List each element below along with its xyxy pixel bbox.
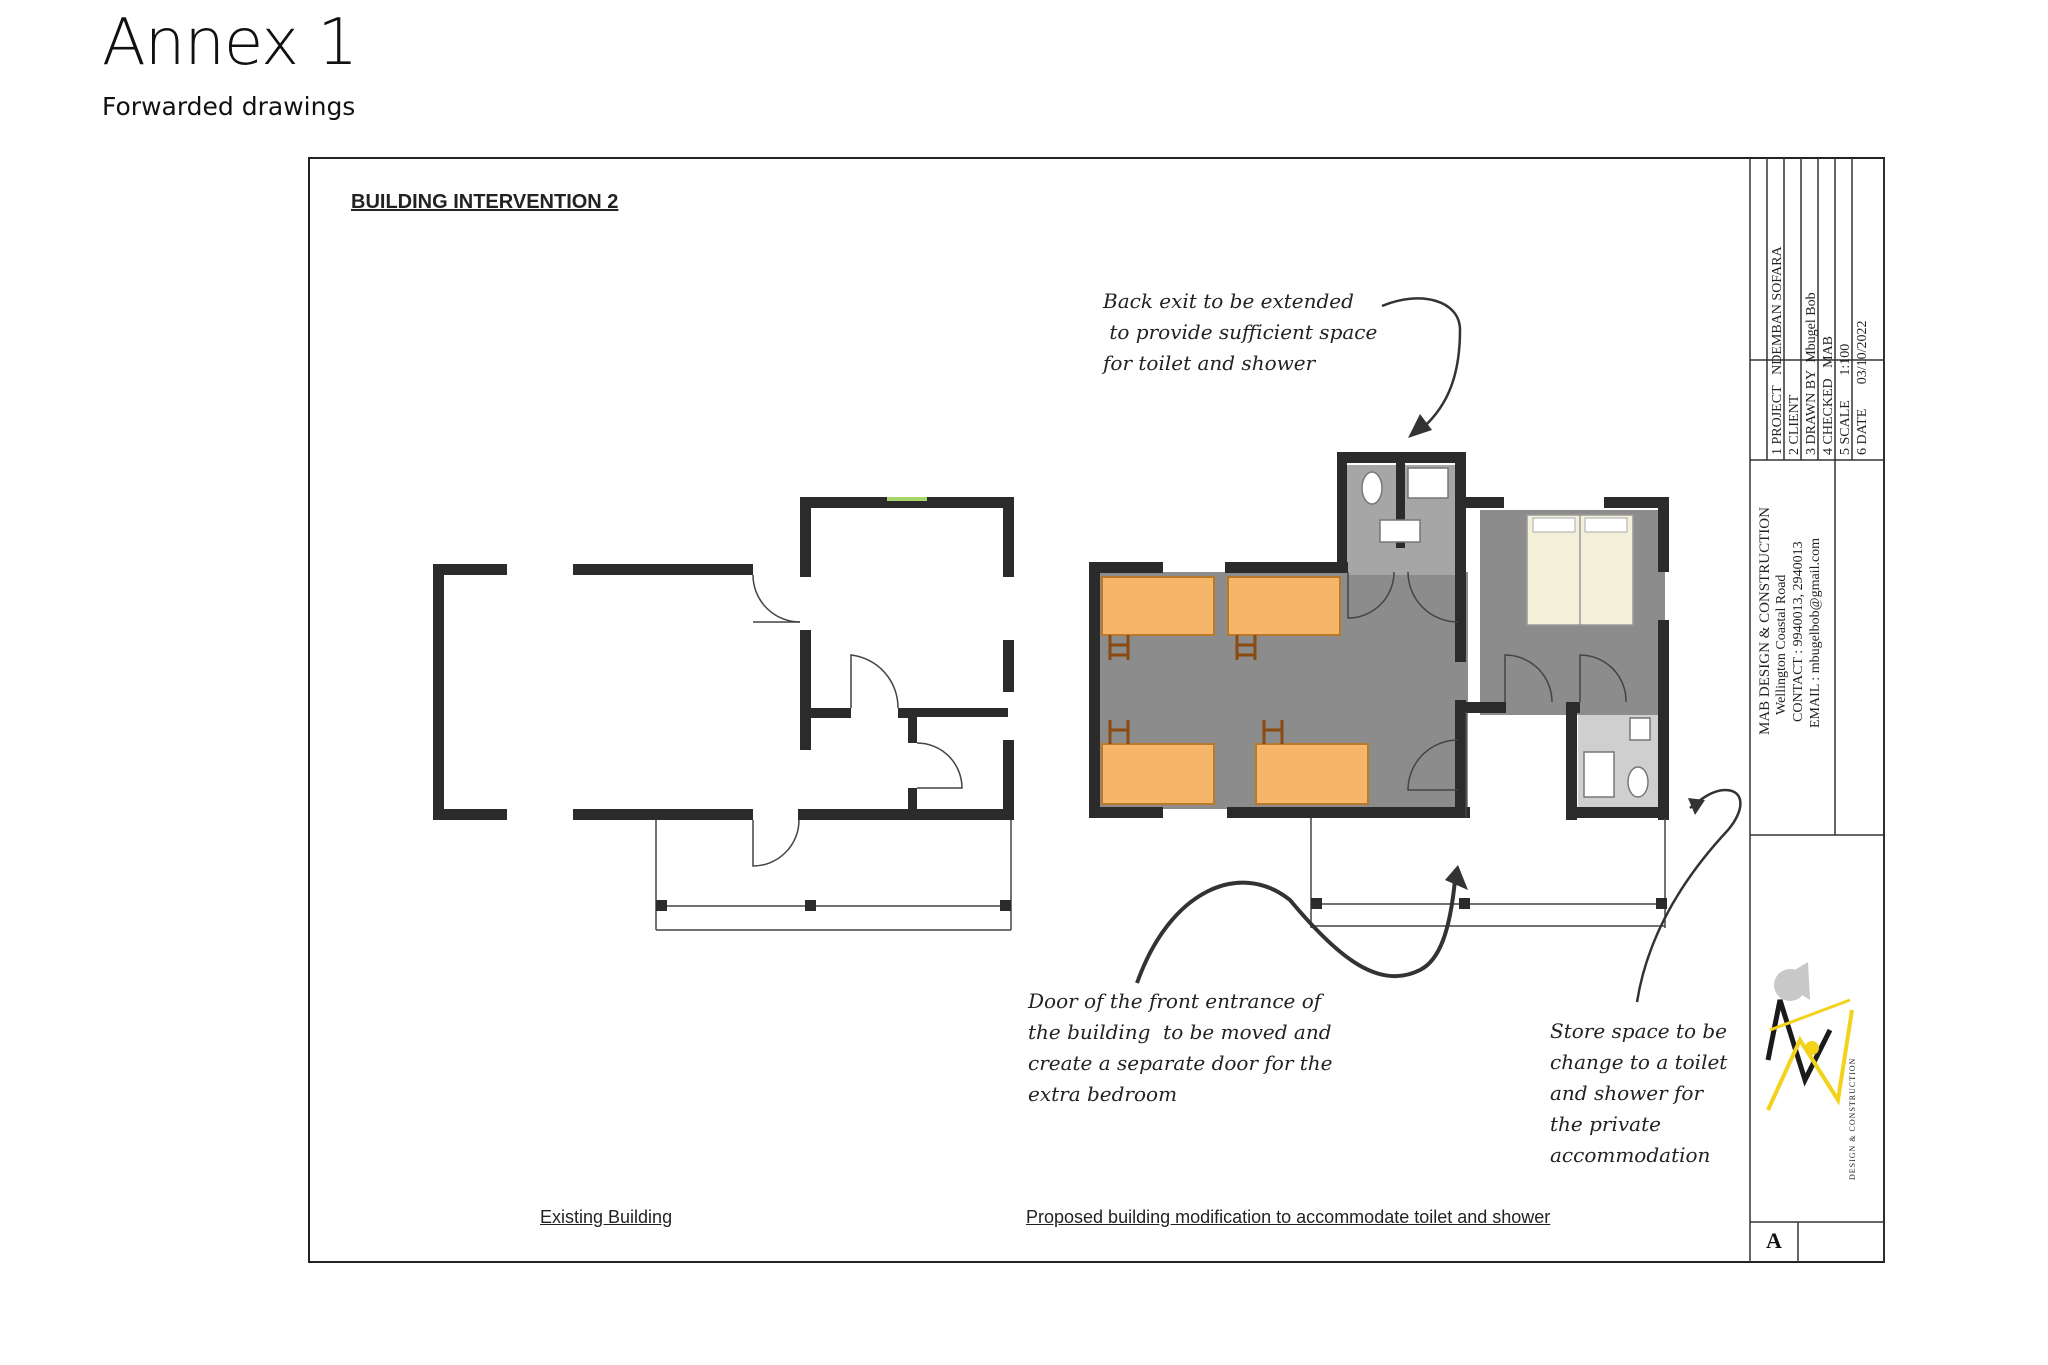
proposed-building-label: Proposed building modification to accommodate toilet and shower xyxy=(1026,1207,1551,1227)
tb-project: 1 PROJECT NDEMBAN SOFARA xyxy=(1770,246,1785,455)
company-email: EMAIL : mbugelbob@gmail.com xyxy=(1808,537,1823,728)
logo-tagline: DESIGN & CONSTRUCTION xyxy=(1848,1057,1857,1180)
tb-drawn-by: 3 DRAWN BY Mbugel Bob xyxy=(1804,292,1819,455)
tb-date: 6 DATE 03/10/2022 xyxy=(1855,320,1870,455)
page-subtitle: Forwarded drawings xyxy=(102,92,356,121)
sheet-letter: A xyxy=(1766,1228,1782,1253)
page-title: Annex 1 xyxy=(102,6,358,80)
tb-scale: 5 SCALE 1:100 xyxy=(1838,343,1853,455)
sheet-heading: BUILDING INTERVENTION 2 xyxy=(351,191,619,213)
proposed-building-plan xyxy=(1089,452,1669,928)
tb-checked: 4 CHECKED MAB xyxy=(1821,335,1836,455)
tb-client: 2 CLIENT xyxy=(1787,394,1802,455)
company-address: Wellington Coastal Road xyxy=(1774,574,1789,715)
existing-building-label: Existing Building xyxy=(540,1207,673,1227)
company-name: MAB DESIGN & CONSTRUCTION xyxy=(1757,507,1773,735)
store-space-note: Store space to be change to a toilet and shower for the private accommodation xyxy=(1550,1019,1728,1167)
existing-building-plan xyxy=(433,497,1014,930)
back-exit-note: Back exit to be extended to provide sufficient space for toilet and shower xyxy=(1103,289,1378,375)
front-door-note: Door of the front entrance of the building to be moved and create a separate door for the extra bedroom xyxy=(1028,989,1333,1106)
company-contact: CONTACT : 9940013, 2940013 xyxy=(1791,541,1806,722)
company-logo xyxy=(1768,962,1852,1110)
